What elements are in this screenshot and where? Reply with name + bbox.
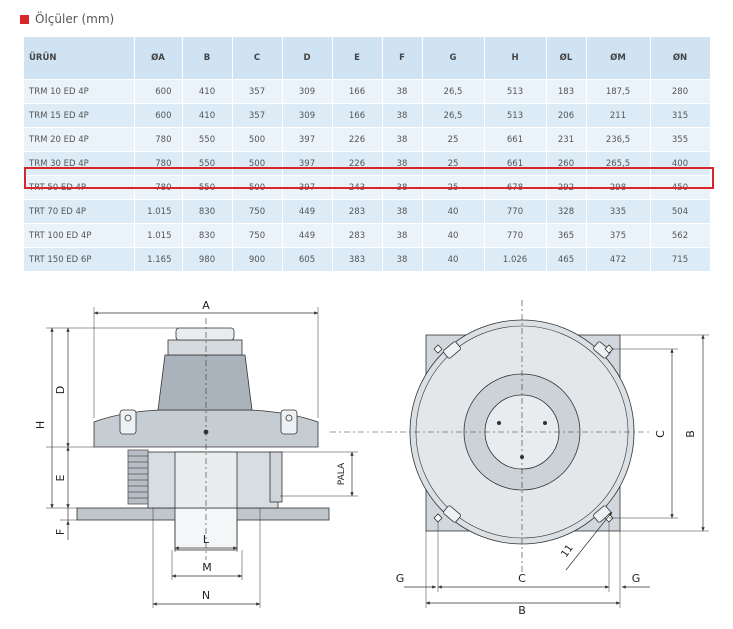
value-cell: 397: [282, 176, 332, 200]
dim-label-m: M: [202, 561, 212, 574]
value-cell: 449: [282, 224, 332, 248]
value-cell: 40: [422, 224, 484, 248]
value-cell: 355: [650, 128, 710, 152]
value-cell: 211: [586, 104, 650, 128]
col-header: F: [382, 37, 422, 80]
value-cell: 661: [484, 128, 546, 152]
value-cell: 38: [382, 176, 422, 200]
value-cell: 750: [232, 200, 282, 224]
value-cell: 38: [382, 224, 422, 248]
product-cell: TRM 30 ED 4P: [24, 152, 134, 176]
value-cell: 770: [484, 200, 546, 224]
value-cell: 780: [134, 176, 182, 200]
col-header: D: [282, 37, 332, 80]
col-header: B: [182, 37, 232, 80]
value-cell: 357: [232, 104, 282, 128]
col-header: ØN: [650, 37, 710, 80]
dim-label-e: E: [54, 474, 67, 482]
value-cell: 309: [282, 104, 332, 128]
dim-label-11: 11: [559, 542, 576, 560]
value-cell: 243: [332, 176, 382, 200]
dim-label-g-right: G: [631, 572, 641, 585]
value-cell: 226: [332, 128, 382, 152]
value-cell: 283: [332, 224, 382, 248]
value-cell: 397: [282, 128, 332, 152]
value-cell: 183: [546, 80, 586, 104]
value-cell: 550: [182, 176, 232, 200]
value-cell: 280: [650, 80, 710, 104]
value-cell: 465: [546, 248, 586, 272]
value-cell: 1.015: [134, 200, 182, 224]
dim-label-l: L: [202, 533, 210, 546]
value-cell: 780: [134, 152, 182, 176]
value-cell: 750: [232, 224, 282, 248]
col-header: C: [232, 37, 282, 80]
value-cell: 980: [182, 248, 232, 272]
side-view: [77, 328, 329, 550]
product-cell: TRT 70 ED 4P: [24, 200, 134, 224]
value-cell: 1.015: [134, 224, 182, 248]
dim-label-c-horizontal: C: [518, 572, 526, 585]
value-cell: 40: [422, 200, 484, 224]
value-cell: 298: [586, 176, 650, 200]
value-cell: 550: [182, 152, 232, 176]
value-cell: 410: [182, 80, 232, 104]
product-cell: TRM 10 ED 4P: [24, 80, 134, 104]
value-cell: 562: [650, 224, 710, 248]
col-header: ÜRÜN: [24, 37, 134, 80]
value-cell: 206: [546, 104, 586, 128]
col-header: ØL: [546, 37, 586, 80]
value-cell: 410: [182, 104, 232, 128]
dim-label-pala: PALA: [337, 462, 347, 486]
dim-label-h: H: [34, 420, 47, 430]
value-cell: 383: [332, 248, 382, 272]
value-cell: 830: [182, 200, 232, 224]
value-cell: 513: [484, 80, 546, 104]
product-cell: TRT 150 ED 6P: [24, 248, 134, 272]
value-cell: 38: [382, 128, 422, 152]
value-cell: 236,5: [586, 128, 650, 152]
product-cell: TRT 100 ED 4P: [24, 224, 134, 248]
value-cell: 26,5: [422, 104, 484, 128]
value-cell: 500: [232, 152, 282, 176]
dim-label-c-vertical: C: [654, 430, 667, 438]
value-cell: 1.026: [484, 248, 546, 272]
dim-label-b-horizontal: B: [518, 604, 526, 617]
value-cell: 661: [484, 152, 546, 176]
value-cell: 513: [484, 104, 546, 128]
value-cell: 900: [232, 248, 282, 272]
value-cell: 309: [282, 80, 332, 104]
dim-label-n: N: [201, 589, 211, 602]
value-cell: 397: [282, 152, 332, 176]
value-cell: 1.165: [134, 248, 182, 272]
product-cell: TRM 15 ED 4P: [24, 104, 134, 128]
value-cell: 166: [332, 104, 382, 128]
value-cell: 472: [586, 248, 650, 272]
value-cell: 550: [182, 128, 232, 152]
value-cell: 25: [422, 152, 484, 176]
product-cell: TRT 50 ED 4P: [24, 176, 134, 200]
dim-label-a: A: [202, 299, 210, 312]
dim-label-f: F: [54, 528, 67, 536]
value-cell: 283: [332, 200, 382, 224]
value-cell: 600: [134, 80, 182, 104]
value-cell: 38: [382, 104, 422, 128]
value-cell: 605: [282, 248, 332, 272]
value-cell: 40: [422, 248, 484, 272]
value-cell: 292: [546, 176, 586, 200]
value-cell: 231: [546, 128, 586, 152]
value-cell: 830: [182, 224, 232, 248]
dim-label-b-vertical: B: [684, 430, 697, 438]
value-cell: 25: [422, 176, 484, 200]
value-cell: 315: [650, 104, 710, 128]
value-cell: 500: [232, 176, 282, 200]
value-cell: 715: [650, 248, 710, 272]
value-cell: 504: [650, 200, 710, 224]
value-cell: 500: [232, 128, 282, 152]
product-cell: TRM 20 ED 4P: [24, 128, 134, 152]
value-cell: 38: [382, 152, 422, 176]
value-cell: 265,5: [586, 152, 650, 176]
col-header: ØM: [586, 37, 650, 80]
value-cell: 770: [484, 224, 546, 248]
value-cell: 260: [546, 152, 586, 176]
value-cell: 678: [484, 176, 546, 200]
value-cell: 38: [382, 248, 422, 272]
value-cell: 26,5: [422, 80, 484, 104]
col-header: ØA: [134, 37, 182, 80]
col-header: H: [484, 37, 546, 80]
dim-label-g-left: G: [395, 572, 405, 585]
flex-connector: [128, 450, 148, 504]
value-cell: 375: [586, 224, 650, 248]
col-header: E: [332, 37, 382, 80]
value-cell: 780: [134, 128, 182, 152]
value-cell: 365: [546, 224, 586, 248]
dim-label-d: D: [54, 385, 67, 395]
value-cell: 166: [332, 80, 382, 104]
value-cell: 449: [282, 200, 332, 224]
heading-text: Ölçüler (mm): [35, 12, 115, 26]
value-cell: 226: [332, 152, 382, 176]
value-cell: 328: [546, 200, 586, 224]
value-cell: 38: [382, 200, 422, 224]
value-cell: 600: [134, 104, 182, 128]
value-cell: 357: [232, 80, 282, 104]
value-cell: 38: [382, 80, 422, 104]
value-cell: 187,5: [586, 80, 650, 104]
col-header: G: [422, 37, 484, 80]
value-cell: 400: [650, 152, 710, 176]
value-cell: 25: [422, 128, 484, 152]
value-cell: 335: [586, 200, 650, 224]
value-cell: 450: [650, 176, 710, 200]
